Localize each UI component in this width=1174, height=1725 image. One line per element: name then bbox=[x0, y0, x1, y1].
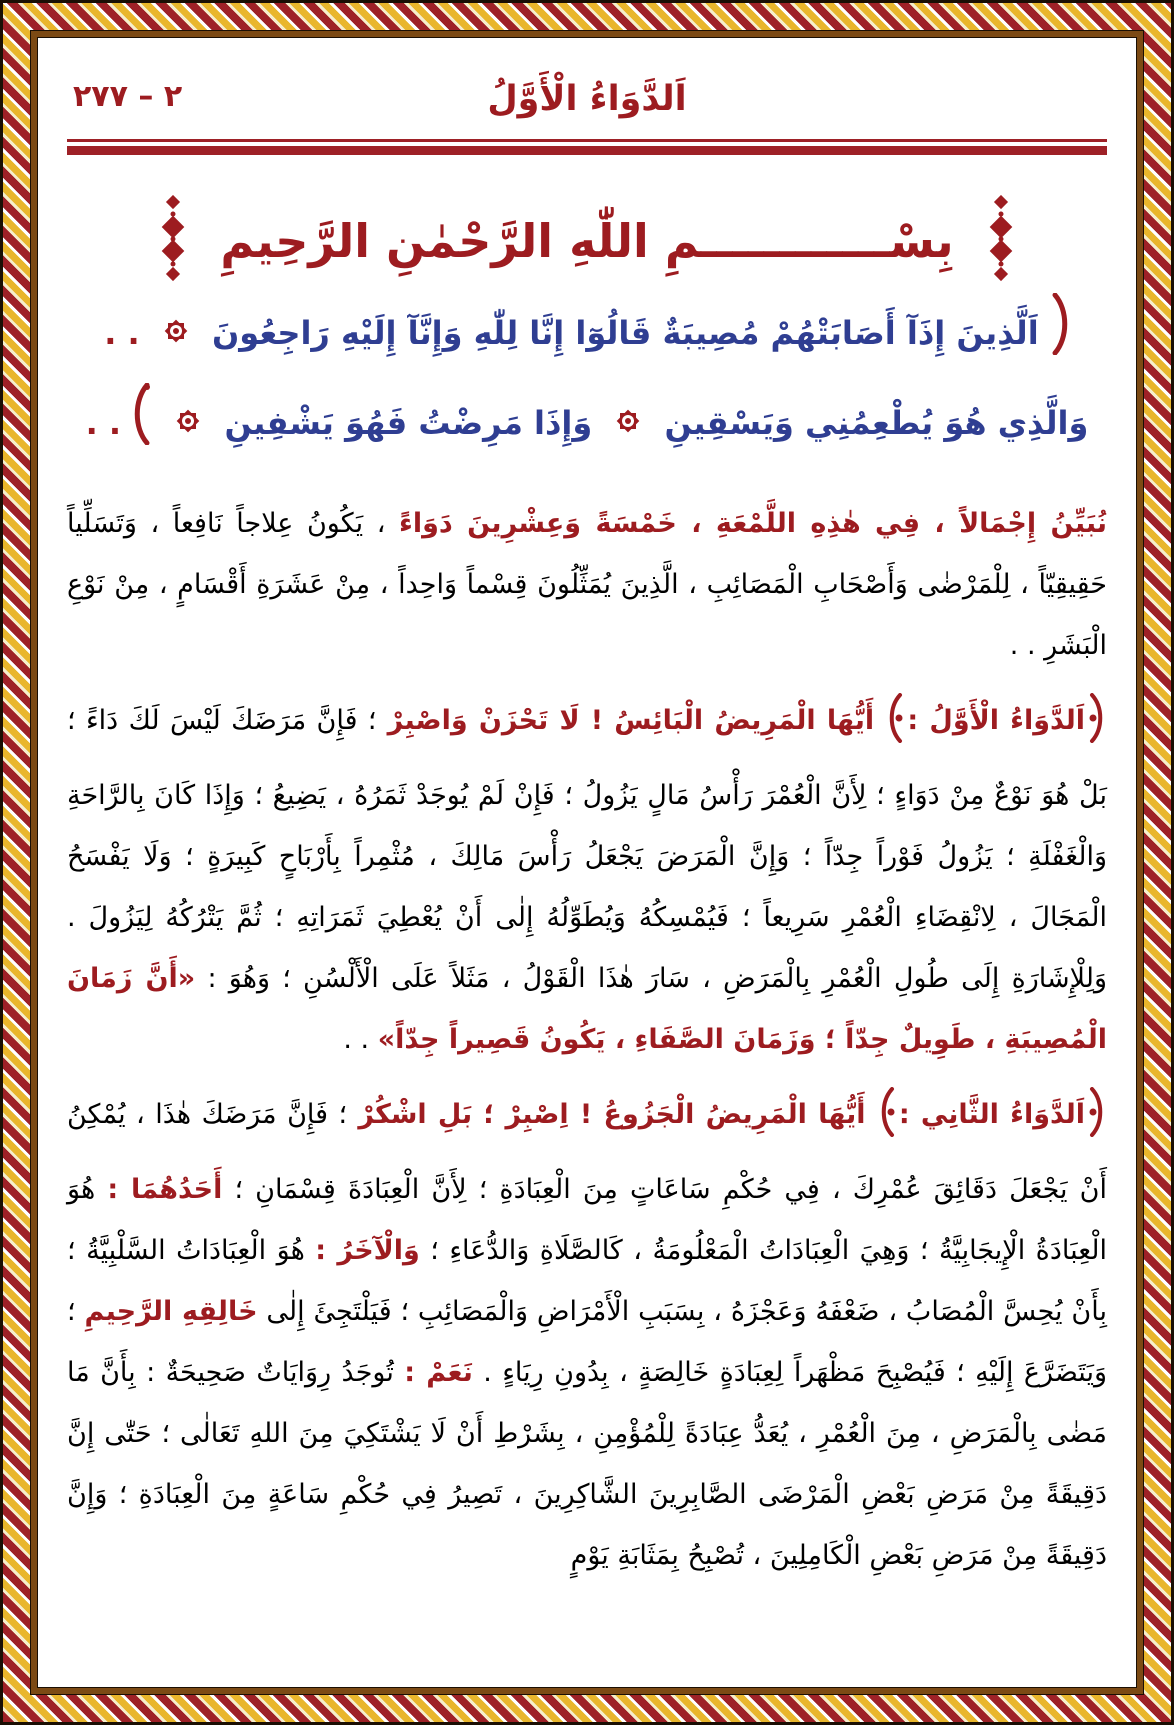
verse-trailing-dots: . . bbox=[85, 404, 122, 442]
label-one: أَحَدُهُمَا : bbox=[107, 1174, 223, 1205]
verse-open-bracket-icon bbox=[1050, 293, 1070, 377]
remedy-1-paragraph bbox=[67, 690, 1107, 1070]
remedy-exhortation: أَيُّهَا الْمَرِيضُ الْجَزُوعُ ! اِصْبِرْ ؛ بَلِ اشْكُرْ bbox=[347, 1099, 877, 1130]
page-sheet bbox=[31, 31, 1143, 1694]
quran-verse-line-1 bbox=[67, 293, 1107, 377]
remedy-2-paragraph bbox=[67, 1084, 1107, 1586]
label-other: وَالْآخَرُ : bbox=[315, 1235, 420, 1266]
intro-paragraph bbox=[67, 493, 1107, 676]
text-segment-red: نُبَيِّنُ إِجْمَالاً ، فِي هٰذِهِ اللَّمْعَةِ ، خَمْسَةً وَعِشْرِينَ دَوَاءً bbox=[399, 508, 1107, 539]
rub-el-hizb-icon bbox=[173, 392, 203, 458]
text-segment: هُوَ الْعِبَادَاتُ السَّلْبِيَّةُ ؛ بِأَنْ يُحِسَّ الْمُصَابُ ، ضَعْفَهُ وَعَجْزَهُ ، بِسَبَبِ الْأَمْرَاضِ وَالْمَصَائِبِ ؛ فَيَلْتَجِئَ إِلٰى bbox=[67, 1235, 1107, 1327]
remedy-quote: «أَنَّ زَمَانَ الْمُصِيبَةِ ، طَوِيلٌ جِدّاً ؛ وَزَمَانَ الصَّفَاءِ ، يَكُونُ قَصِيراً جِدّاً» bbox=[67, 963, 1107, 1055]
verse-text: وَالَّذِي هُوَ يُطْعِمُنِي وَيَسْقِينِ bbox=[664, 404, 1089, 442]
rub-el-hizb-icon bbox=[613, 392, 643, 458]
quran-verse-line-2 bbox=[67, 383, 1107, 467]
text-segment: ؛ فَإِنَّ مَرَضَكَ هٰذَا ، يُمْكِنُ أَنْ يَجْعَلَ دَقَائِقَ عُمْرِكَ ، فِي حُكْمِ سَاعَاتٍ مِنَ الْعِبَادَةِ ؛ لِأَنَّ الْعِبَادَةَ قِسْمَانِ ؛ bbox=[67, 1099, 1107, 1205]
verse-close-bracket-icon bbox=[132, 383, 152, 467]
verse-text: وَإِذَا مَرِضْتُ فَهُوَ يَشْفِينِ bbox=[224, 404, 593, 442]
ornate-open-bracket-icon bbox=[1087, 1087, 1105, 1159]
page-title: اَلدَّوَاءُ الْأَوَّلُ bbox=[487, 79, 687, 119]
remedy-title: اَلدَّوَاءُ الْأَوَّلُ : bbox=[907, 705, 1085, 736]
remedy-exhortation: أَيُّهَا الْمَرِيضُ الْبَائِسُ ! لَا تَحْزَنْ وَاصْبِرْ bbox=[376, 705, 886, 736]
page-number-label: ٢ – ٢٧٧ bbox=[73, 79, 183, 114]
label-yes: نَعَمْ : bbox=[404, 1357, 473, 1388]
text-segment: ؛ فَإِنَّ مَرَضَكَ لَيْسَ لَكَ دَاءً ؛ بَلْ هُوَ نَوْعٌ مِنْ دَوَاءٍ ؛ لِأَنَّ الْعُمْرَ رَأْسُ مَالٍ يَزُولُ ؛ فَإِنْ لَمْ يُوجَدْ ثَمَرُهُ ، يَضِيعُ ؛ وَإِذَا كَانَ بِالرَّاحَةِ وَالْغَفْلَةِ ؛ يَزُولُ فَوْراً جِدّاً ؛ وَإِنَّ الْمَرَضَ يَجْعَلُ رَأْسَ مَالِكَ ، مُثْمِراً بِأَرْبَاحٍ كَبِيرَةٍ ؛ وَلَا يَفْسَحُ الْمَجَالَ ، لِانْقِضَاءِ الْعُمْرِ سَرِيعاً ؛ فَيُمْسِكُهُ وَيُطَوِّلُهُ إِلٰى أَنْ يُعْطِيَ ثَمَرَاتِهِ ؛ ثُمَّ يَتْرُكُهُ لِيَزُولَ . وَلِلْإِشَارَةِ إِلَى طُولِ الْعُمْرِ بِالْمَرَضِ ، سَارَ هٰذَا الْقَوْلُ ، مَثَلاً عَلَى الْأَلْسُنِ ؛ وَهُوَ : bbox=[67, 705, 1107, 994]
basmala-row bbox=[67, 195, 1107, 287]
text-segment: ؛ وَيَتَضَرَّعَ إِلَيْهِ ؛ فَيُصْبِحَ مَظْهَراً لِعِبَادَةٍ خَالِصَةٍ ، بِدُونِ رِيَاءٍ . bbox=[67, 1296, 1108, 1388]
ornate-close-bracket-icon bbox=[879, 1087, 897, 1159]
ornate-open-bracket-icon bbox=[1087, 693, 1105, 765]
basmala-right-ornament-icon bbox=[984, 195, 1018, 287]
highlight-creator: خَالِقِهِ الرَّحِيمِ bbox=[84, 1296, 258, 1327]
text-segment: . . bbox=[343, 1024, 378, 1055]
remedy-title: اَلدَّوَاءُ الثَّانِي : bbox=[898, 1099, 1085, 1130]
rub-el-hizb-icon bbox=[161, 302, 191, 368]
basmala-calligraphy: بِسْــــــــــــمِ اللّٰهِ الرَّحْمٰنِ الرَّحِيمِ bbox=[220, 214, 954, 268]
text-segment: تُوجَدُ رِوَايَاتٌ صَحِيحَةٌ : بِأَنَّ مَا مَضٰى بِالْمَرَضِ ، مِنَ الْعُمْرِ ، يُعَدُّ عِبَادَةً لِلْمُؤْمِنِ ، بِشَرْطِ أَنْ لَا يَشْتَكِيَ مِنَ اللهِ تَعَالٰى ؛ حَتّٰى إِنَّ دَقِيقَةً مِنْ مَرَضِ بَعْضِ الْمَرْضَى الصَّابِرِينَ الشَّاكِرِينَ ، تَصِيرُ فِي حُكْمِ سَاعَةٍ مِنَ الْعِبَادَةِ ؛ وَإِنَّ دَقِيقَةً مِنْ مَرَضِ بَعْضِ الْكَامِلِينَ ، تُصْبِحُ بِمَثَابَةِ يَوْمٍ bbox=[67, 1357, 1107, 1571]
page-header bbox=[67, 71, 1107, 127]
ornate-close-bracket-icon bbox=[887, 693, 905, 765]
text-segment: هُوَ الْعِبَادَةُ الْإِيجَابِيَّةُ ؛ وَهِيَ الْعِبَادَاتُ الْمَعْلُومَةُ ، كَالصَّلَاةِ وَالدُّعَاءِ ؛ bbox=[67, 1174, 1107, 1266]
basmala-left-ornament-icon bbox=[156, 195, 190, 287]
verse-text: اَلَّذِينَ إِذَآ أَصَابَتْهُمْ مُصِيبَةٌ قَالُوٓا إِنَّا لِلّٰهِ وَإِنَّآ إِلَيْهِ رَاجِعُونَ bbox=[211, 314, 1039, 352]
verse-trailing-dots: . . bbox=[104, 314, 140, 352]
double-rule-divider bbox=[67, 139, 1107, 155]
text-segment: ، يَكُونُ عِلاجاً نَافِعاً ، وَتَسَلِّياً حَقِيقِيّاً ، لِلْمَرْضٰى وَأَصْحَابِ الْمَصَائِبِ ، الَّذِينَ يُمَثِّلُونَ قِسْماً وَاحِداً ، مِنْ عَشَرَةِ أَقْسَامٍ ، مِنْ نَوْعِ الْبَشَرِ . . bbox=[67, 508, 1107, 661]
